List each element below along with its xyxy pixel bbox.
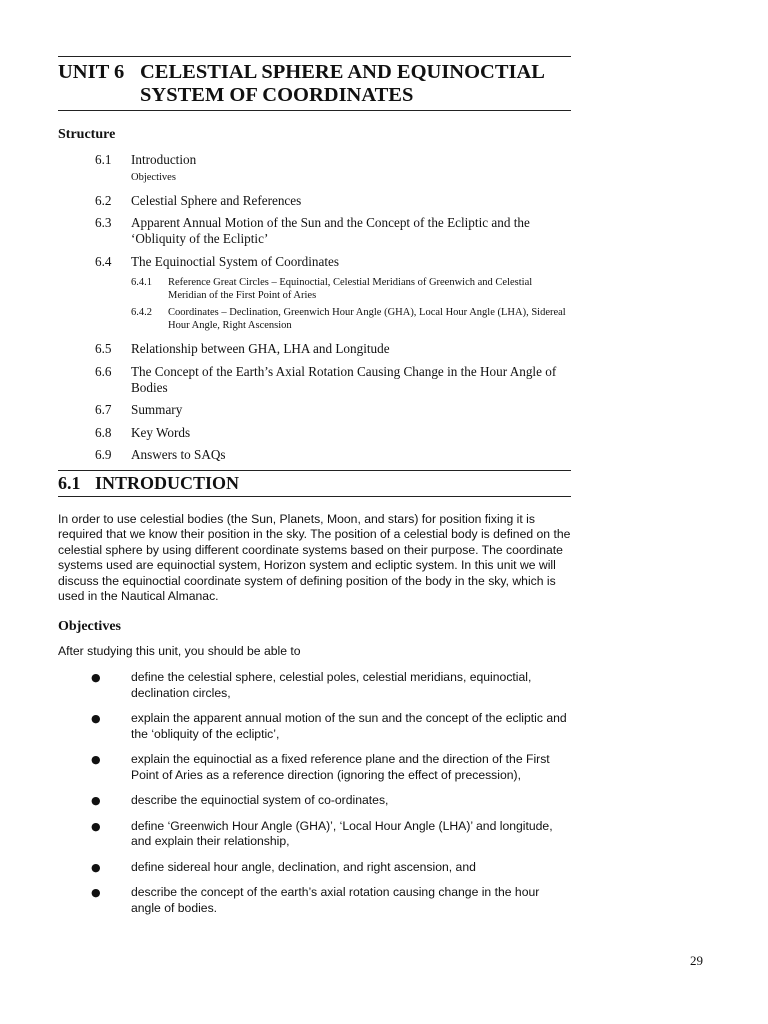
toc-subitem-number: 6.4.2 bbox=[131, 307, 152, 318]
toc-item-number: 6.9 bbox=[95, 447, 112, 462]
toc-subitem bbox=[131, 276, 571, 302]
toc-item bbox=[95, 152, 571, 168]
toc-item-text: Answers to SAQs bbox=[131, 447, 226, 462]
list-item bbox=[58, 885, 571, 916]
table-of-contents bbox=[95, 152, 571, 463]
toc-item-number: 6.1 bbox=[95, 152, 112, 167]
page-content bbox=[58, 56, 571, 926]
objective-text: describe the concept of the earth’s axial rotation causing change in the hour angle of bodies. bbox=[131, 885, 540, 915]
section-rule-bottom bbox=[58, 496, 571, 497]
bullet-icon: ● bbox=[91, 712, 101, 725]
bullet-icon: ● bbox=[91, 886, 101, 899]
toc-item-text: Key Words bbox=[131, 424, 191, 440]
objective-text: explain the apparent annual motion of the sun and the concept of the ecliptic and the ‘obliquity of the ecliptic’, bbox=[131, 711, 567, 741]
objective-text: define sidereal hour angle, declination, and right ascension, and bbox=[131, 859, 476, 874]
page-number: 29 bbox=[690, 953, 703, 968]
unit-title bbox=[140, 61, 571, 107]
structure-heading: Structure bbox=[58, 127, 116, 142]
objectives-heading: Objectives bbox=[58, 618, 121, 634]
intro-paragraph: In order to use celestial bodies (the Sun, Planets, Moon, and stars) for position fixing it is required that we know their position in the sky. The position of a celestial body is defined on the celestial sphere by using different coordinate systems based on their purpose. The coordinate systems used are equinoctial system, Horizon system and ecliptic system. In this unit we will discuss the equinoctial coordinate system of defining position of the body in the sky, which is used in the Nautical Almanac. bbox=[58, 511, 571, 603]
objective-text: explain the equinoctial as a fixed reference plane and the direction of the First Point of Aries as a reference direction (ignoring the effect of precession), bbox=[131, 752, 550, 782]
list-item bbox=[58, 670, 571, 701]
bullet-icon: ● bbox=[91, 819, 101, 833]
objective-text: describe the equinoctial system of co-ordinates, bbox=[131, 793, 389, 807]
list-item bbox=[58, 793, 571, 809]
section-number: 6.1 bbox=[58, 472, 81, 493]
toc-item bbox=[95, 254, 571, 270]
toc-item-number: 6.8 bbox=[95, 424, 112, 440]
toc-item-text: The Concept of the Earth’s Axial Rotation Causing Change in the Hour Angle of Bodies bbox=[131, 363, 557, 395]
toc-item bbox=[95, 364, 571, 396]
objective-text: define the celestial sphere, celestial poles, celestial meridians, equinoctial, declination circles, bbox=[131, 670, 532, 700]
bullet-icon: ● bbox=[91, 671, 101, 684]
unit-number: UNIT 6 bbox=[58, 61, 125, 83]
toc-item-number: 6.5 bbox=[95, 341, 112, 356]
unit-title-line-1: CELESTIAL SPHERE AND EQUINOCTIAL bbox=[140, 61, 545, 83]
list-item bbox=[58, 860, 571, 876]
objectives-list bbox=[58, 670, 571, 916]
objectives-lead: After studying this unit, you should be able to bbox=[58, 643, 301, 658]
toc-item bbox=[95, 341, 571, 357]
toc-item bbox=[95, 425, 571, 441]
toc-subitem-text: Coordinates – Declination, Greenwich Hour Angle (GHA), Local Hour Angle (LHA), Sidereal Hour Angle, Right Ascension bbox=[168, 307, 566, 331]
list-item bbox=[58, 752, 571, 783]
toc-item-text: Relationship between GHA, LHA and Longitude bbox=[131, 341, 390, 356]
bullet-icon: ● bbox=[91, 860, 101, 874]
section-title: INTRODUCTION bbox=[95, 472, 240, 493]
toc-subitem bbox=[131, 306, 571, 332]
unit-heading-rule bbox=[58, 110, 571, 111]
unit-heading bbox=[58, 57, 571, 107]
bullet-icon: ● bbox=[91, 753, 101, 766]
toc-item-text: Summary bbox=[131, 402, 183, 417]
toc-subitem-text: Reference Great Circles – Equinoctial, Celestial Meridians of Greenwich and Celestial Meridian of the First Point of Aries bbox=[168, 277, 533, 301]
toc-item bbox=[95, 402, 571, 418]
toc-item-number: 6.3 bbox=[95, 215, 112, 230]
unit-title-line-2: SYSTEM OF COORDINATES bbox=[140, 84, 414, 106]
bullet-icon: ● bbox=[91, 794, 101, 807]
toc-item-text: Apparent Annual Motion of the Sun and the Concept of the Ecliptic and the ‘Obliquity of the Ecliptic’ bbox=[131, 215, 530, 246]
toc-item-number: 6.4 bbox=[95, 253, 112, 269]
toc-item-text: Celestial Sphere and References bbox=[131, 192, 302, 208]
toc-item bbox=[95, 215, 571, 247]
toc-item bbox=[95, 447, 571, 463]
section-heading bbox=[58, 471, 571, 496]
toc-item-text: Introduction bbox=[131, 152, 197, 167]
list-item bbox=[58, 819, 571, 850]
toc-item-text: The Equinoctial System of Coordinates bbox=[131, 253, 340, 269]
toc-item-number: 6.7 bbox=[95, 402, 112, 417]
toc-item-number: 6.6 bbox=[95, 363, 112, 379]
toc-item-number: 6.2 bbox=[95, 192, 112, 208]
toc-subitem-number: 6.4.1 bbox=[131, 277, 152, 288]
list-item bbox=[58, 711, 571, 742]
toc-item-note: Objectives bbox=[131, 171, 176, 183]
toc-item bbox=[95, 193, 571, 209]
objective-text: define ‘Greenwich Hour Angle (GHA)’, ‘Local Hour Angle (LHA)’ and longitude, and explain their relationship, bbox=[131, 818, 553, 848]
